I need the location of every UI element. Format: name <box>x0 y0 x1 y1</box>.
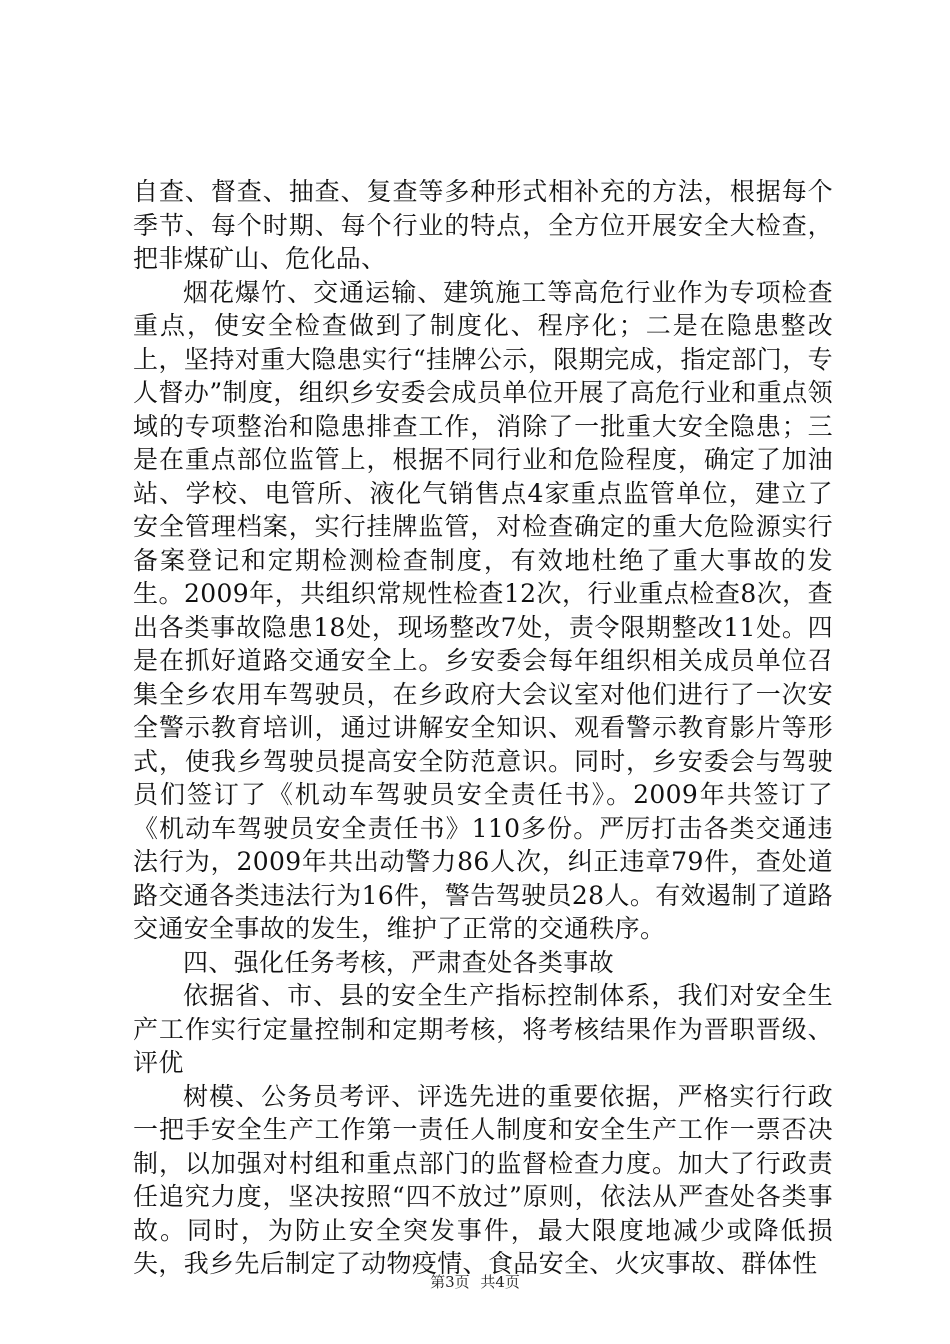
page-footer <box>0 1271 950 1292</box>
paragraph-3: 依据省、市、县的安全生产指标控制体系，我们对安全生产工作实行定量控制和定期考核，将考核结果作为晋职晋级、评优 <box>133 981 833 1077</box>
paragraph-4: 树模、公务员考评、评选先进的重要依据，严格实行行政一把手安全生产工作第一责任人制度和安全生产工作一票否决制，以加强对村组和重点部门的监督检查力度。加大了行政责任追究力度，坚决按照“四不放过”原则，依法从严查处各类事故。同时，为防止安全突发事件，最大限度地减少或降低损失，我乡先后制定了动物疫情、食品安全、火灾事故、群体性 <box>133 1081 833 1278</box>
section-heading: 四、强化任务考核，严肃查处各类事故 <box>183 947 614 977</box>
paragraph-1: 自查、督查、抽查、复查等多种形式相补充的方法，根据每个季节、每个时期、每个行业的特点，全方位开展安全大检查，把非煤矿山、危化品、 <box>133 177 833 273</box>
paragraph-2: 烟花爆竹、交通运输、建筑施工等高危行业作为专项检查重点，使安全检查做到了制度化、程序化；二是在隐患整改上，坚持对重大隐患实行“挂牌公示，限期完成，指定部门，专人督办”制度，组织乡安委会成员单位开展了高危行业和重点领域的专项整治和隐患排查工作，消除了一批重大安全隐患；三是在重点部位监管上，根据不同行业和危险程度，确定了加油站、学校、电管所、液化气销售点4家重点监管单位，建立了安全管理档案，实行挂牌监管，对检查确定的重大危险源实行备案登记和定期检测检查制度，有效地杜绝了重大事故的发生。2009年，共组织常规性检查12次，行业重点检查8次，查出各类事故隐患18处，现场整改7处，责令限期整改11处。四是在抓好道路交通安全上。乡安委会每年组织相关成员单位召集全乡农用车驾驶员，在乡政府大会议室对他们进行了一次安全警示教育培训，通过讲解安全知识、观看警示教育影片等形式，使我乡驾驶员提高安全防范意识。同时，乡安委会与驾驶员们签订了《机动车驾驶员安全责任书》。2009年共签订了《机动车驾驶员安全责任书》110多份。严厉打击各类交通违法行为，2009年共出动警力86人次，纠正违章79件，查处道路交通各类违法行为16件，警告驾驶员28人。有效遏制了道路交通安全事故的发生，维护了正常的交通秩序。 <box>133 277 833 943</box>
page-total: 共4页 <box>480 1273 520 1291</box>
document-body <box>133 175 833 1281</box>
page-number: 第3页 <box>430 1273 470 1291</box>
